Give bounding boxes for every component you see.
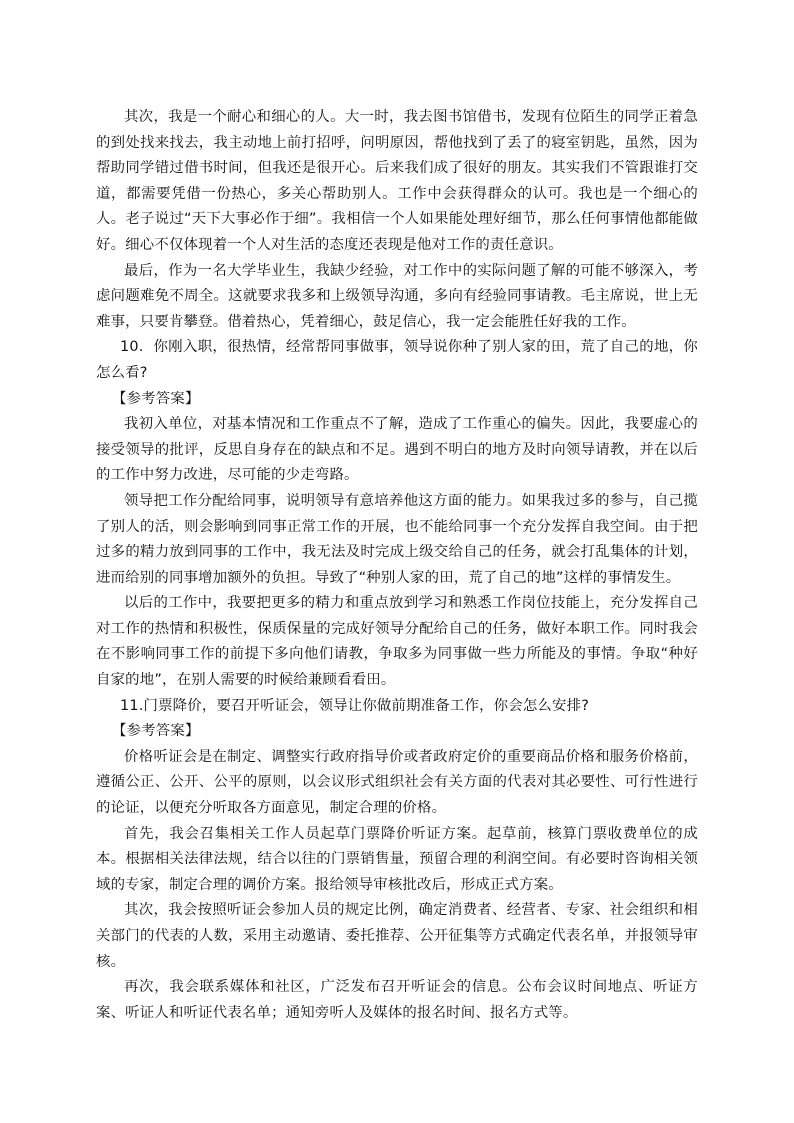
question-heading: 11.门票降价，要召开听证会，领导让你做前期准备工作，你会怎么安排? — [120, 697, 590, 714]
answer-label: 【参考答案】 — [112, 723, 200, 740]
document-body — [96, 105, 698, 1026]
paragraph: 首先，我会召集相关工作人员起草门票降价听证方案。起草前，核算门票收费单位的成本。根据相关法律法规，结合以往的门票销售量，预留合理的利润空间。有必要时咨询相关领域的专家，制定合理的调价方案。报给领导审核批改后，形成正式方案。 — [96, 825, 698, 893]
paragraph: 领导把工作分配给同事，说明领导有意培养他这方面的能力。如果我过多的参与，自己揽了别人的活，则会影响到同事正常工作的开展，也不能给同事一个充分发挥自我空间。由于把过多的精力放到同事的工作中，我无法及时完成上级交给自己的任务，就会打乱集体的计划，进而给别的同事增加额外的负担。导致了“种别人家的田，荒了自己的地”这样的事情发生。 — [96, 492, 698, 586]
paragraph: 价格听证会是在制定、调整实行政府指导价或者政府定价的重要商品价格和服务价格前，遵循公正、公开、公平的原则，以会议形式组织社会有关方面的代表对其必要性、可行性进行的论证，以便充分听取各方面意见，制定合理的价格。 — [96, 748, 698, 817]
paragraph: 最后，作为一名大学毕业生，我缺少经验，对工作中的实际问题了解的可能不够深入，考虑问题难免不周全。这就要求我多和上级领导沟通，多向有经验同事请教。毛主席说，世上无难事，只要肯攀登。借着热心，凭着细心，鼓足信心，我一定会能胜任好我的工作。 — [96, 262, 698, 330]
paragraph: 以后的工作中，我要把更多的精力和重点放到学习和熟悉工作岗位技能上，充分发挥自己对工作的热情和积极性，保质保量的完成好领导分配给自己的任务，做好本职工作。同时我会在不影响同事工作的前提下多向他们请教，争取多为同事做一些力所能及的事情。争取“种好自家的地”，在别人需要的时候给兼顾看看田。 — [96, 595, 698, 689]
question-heading: 10．你刚入职，很热情，经常帮同事做事，领导说你种了别人家的田，荒了自己的地，你怎么看? — [96, 339, 698, 381]
paragraph: 其次，我会按照听证会参加人员的规定比例，确定消费者、经营者、专家、社会组织和相关部门的代表的人数，采用主动邀请、委托推荐、公开征集等方式确定代表名单，并报领导审核。 — [96, 902, 698, 970]
paragraph: 其次，我是一个耐心和细心的人。大一时，我去图书馆借书，发现有位陌生的同学正着急的到处找来找去，我主动地上前打招呼，问明原因，帮他找到了丢了的寝室钥匙，虽然，因为帮助同学错过借书时间，但我还是很开心。后来我们成了很好的朋友。其实我们不管跟谁打交道，都需要凭借一份热心，多关心帮助别人。工作中会获得群众的认可。我也是一个细心的人。老子说过“天下大事必作于细”。我相信一个人如果能处理好细节，那么任何事情他都能做好。细心不仅体现着一个人对生活的态度还表现是他对工作的责任意识。 — [96, 109, 698, 253]
paragraph: 我初入单位，对基本情况和工作重点不了解，造成了工作重心的偏失。因此，我要虚心的接受领导的批评，反思自身存在的缺点和不足。遇到不明白的地方及时向领导请教，并在以后的工作中努力改进，尽可能的少走弯路。 — [96, 416, 698, 484]
paragraph: 再次，我会联系媒体和社区，广泛发布召开听证会的信息。公布会议时间地点、听证方案、听证人和听证代表名单；通知旁听人及媒体的报名时间、报名方式等。 — [96, 979, 698, 1021]
answer-label: 【参考答案】 — [112, 390, 200, 407]
